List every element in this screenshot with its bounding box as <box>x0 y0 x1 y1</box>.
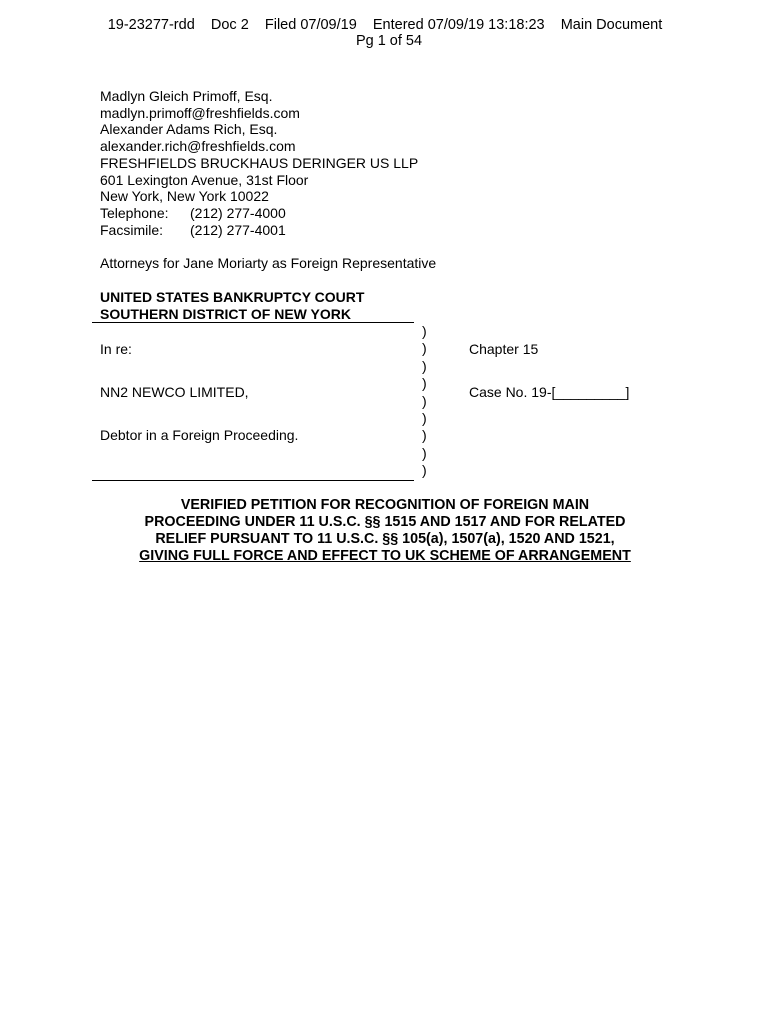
caption-bottom-rule <box>92 480 414 481</box>
attorney-email: madlyn.primoff@freshfields.com <box>100 104 300 121</box>
firm-address-line: New York, New York 10022 <box>100 188 269 205</box>
attorneys-for-line: Attorneys for Jane Moriarty as Foreign Representative <box>100 255 437 272</box>
facsimile-label: Facsimile: <box>100 221 164 238</box>
page-number: Pg 1 of 54 <box>355 33 423 49</box>
caption-paren: ) <box>422 375 427 392</box>
caption-paren: ) <box>422 392 427 409</box>
court-district: SOUTHERN DISTRICT OF NEW YORK <box>100 306 351 322</box>
debtor-description: Debtor in a Foreign Proceeding. <box>100 427 299 443</box>
firm-address-line: 601 Lexington Avenue, 31st Floor <box>100 171 309 188</box>
in-re-label: In re: <box>100 341 132 357</box>
title-line: PROCEEDING UNDER 11 U.S.C. §§ 1515 AND 1517 AND FOR RELATED <box>144 514 626 530</box>
title-line: GIVING FULL FORCE AND EFFECT TO UK SCHEME OF ARRANGEMENT <box>139 548 631 564</box>
attorney-name: Madlyn Gleich Primoff, Esq. <box>100 88 273 104</box>
telephone-number: (212) 277-4000 <box>190 204 286 221</box>
telephone-label: Telephone: <box>100 204 169 221</box>
caption-paren: ) <box>422 340 427 357</box>
caption-paren: ) <box>422 462 427 479</box>
facsimile-line <box>100 222 436 239</box>
title-line: RELIEF PURSUANT TO 11 U.S.C. §§ 105(a), 1507(a), 1520 AND 1521, <box>155 531 615 547</box>
attorney-name: Alexander Adams Rich, Esq. <box>100 121 278 138</box>
filing-header: 19-23277-rdd Doc 2 Filed 07/09/19 Entered 07/09/19 13:18:23 Main Document <box>107 17 663 33</box>
document-title <box>100 497 670 565</box>
court-name: UNITED STATES BANKRUPTCY COURT <box>100 289 365 305</box>
caption-paren: ) <box>422 427 427 444</box>
caption-top-rule <box>92 322 414 323</box>
counsel-block <box>100 88 436 272</box>
law-firm-name: FRESHFIELDS BRUCKHAUS DERINGER US LLP <box>100 154 419 171</box>
caption-paren: ) <box>422 444 427 461</box>
title-line: VERIFIED PETITION FOR RECOGNITION OF FOREIGN MAIN <box>180 497 590 513</box>
facsimile-number: (212) 277-4001 <box>190 221 286 238</box>
caption-paren: ) <box>422 357 427 374</box>
debtor-name: NN2 NEWCO LIMITED, <box>100 384 249 400</box>
telephone-line <box>100 205 436 222</box>
chapter-label: Chapter 15 <box>469 341 539 357</box>
caption-paren-column <box>422 323 427 480</box>
caption-paren: ) <box>422 323 427 339</box>
case-number: Case No. 19-[_________] <box>469 384 630 400</box>
attorney-email: alexander.rich@freshfields.com <box>100 138 296 155</box>
caption-paren: ) <box>422 409 427 426</box>
